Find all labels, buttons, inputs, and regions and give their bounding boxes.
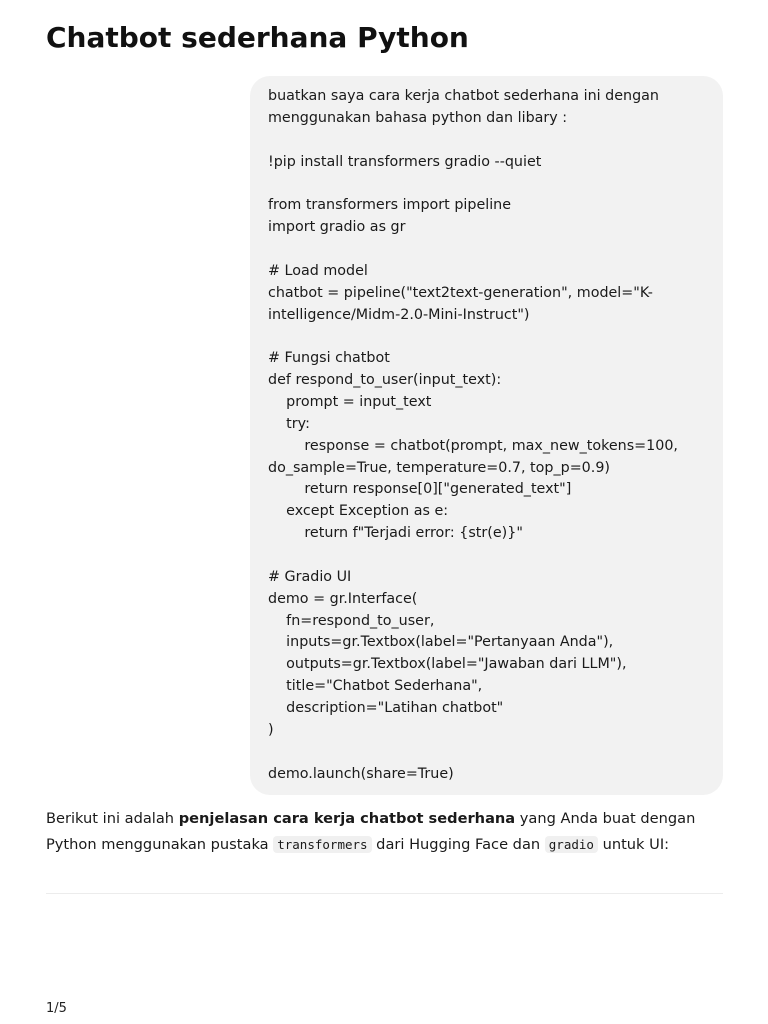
user-message-line: from transformers import pipeline [268, 197, 512, 214]
user-message-line: except Exception as e: [268, 503, 449, 520]
section-divider [46, 893, 723, 894]
user-message-line [268, 326, 709, 348]
user-message-line: description="Latihan chatbot" [268, 700, 504, 717]
user-message-line: intelligence/Midm-2.0-Mini-Instruct") [268, 306, 530, 323]
user-message-line: buatkan saya cara kerja chatbot sederhana ini dengan [268, 88, 659, 104]
user-message-line: try: [268, 415, 310, 432]
user-message-line [268, 239, 709, 261]
user-message-line: menggunakan bahasa python dan libary : [268, 109, 568, 126]
user-message-line: prompt = input_text [268, 394, 432, 411]
user-message-line: return f"Terjadi error: {str(e)}" [268, 525, 523, 542]
user-message-line: inputs=gr.Textbox(label="Pertanyaan Anda"), [268, 634, 614, 651]
assistant-response-paragraph [46, 806, 726, 858]
user-message-line: chatbot = pipeline("text2text-generation", model="K- [268, 284, 653, 301]
user-message-line: do_sample=True, temperature=0.7, top_p=0.9) [268, 459, 611, 476]
user-message-line [268, 742, 709, 764]
user-message-line: # Fungsi chatbot [268, 350, 390, 367]
user-message-line: def respond_to_user(input_text): [268, 372, 502, 389]
user-message-line: import gradio as gr [268, 219, 406, 236]
user-message-line [268, 130, 709, 152]
user-message-line: title="Chatbot Sederhana", [268, 678, 483, 695]
response-between-code-text: dari Hugging Face dan [371, 836, 545, 853]
user-message-line: return response[0]["generated_text"] [268, 481, 572, 498]
user-message-line: outputs=gr.Textbox(label="Jawaban dari LLM"), [268, 656, 627, 673]
page-number: 1/5 [46, 1001, 67, 1016]
user-message-line: # Gradio UI [268, 568, 352, 585]
inline-code-transformers: transformers [273, 836, 371, 853]
user-message-line [268, 545, 709, 567]
user-message-line: !pip install transformers gradio --quiet [268, 153, 542, 170]
response-end-text: untuk UI: [597, 836, 670, 853]
user-message-line: fn=respond_to_user, [268, 612, 435, 629]
user-message-bubble [250, 76, 723, 795]
user-message-line: demo = gr.Interface( [268, 590, 418, 607]
user-message-line: # Load model [268, 262, 368, 279]
user-message-line: ) [268, 721, 274, 738]
page-title: Chatbot sederhana Python [46, 21, 469, 54]
user-message-line [268, 173, 709, 195]
response-bold-text: penjelasan cara kerja chatbot sederhana [178, 810, 516, 827]
response-middle-text: yang Anda buat dengan Python menggunakan pustaka [46, 810, 696, 853]
inline-code-gradio: gradio [545, 836, 598, 853]
user-message-line: demo.launch(share=True) [268, 765, 454, 782]
user-message-line: response = chatbot(prompt, max_new_tokens=100, [268, 437, 678, 454]
response-intro-text: Berikut ini adalah [46, 810, 179, 827]
